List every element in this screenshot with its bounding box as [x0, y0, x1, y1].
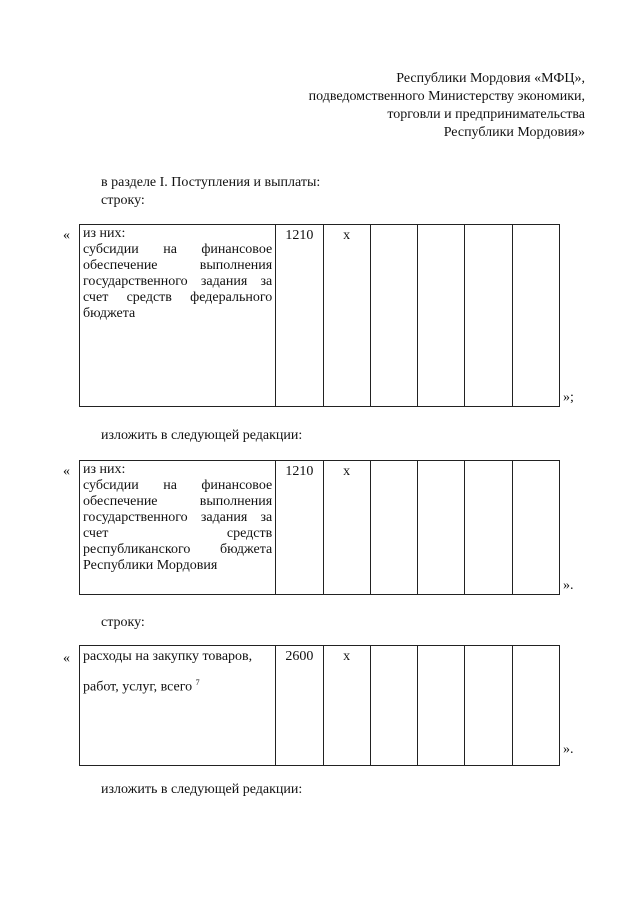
table-1-description [80, 225, 276, 407]
desc-line: расходы на закупку товаров, [83, 649, 253, 664]
table-cell [465, 646, 512, 766]
desc-line: обеспечение выполнения [83, 258, 273, 273]
table-1-x: х [323, 225, 370, 407]
close-quote-1: »; [563, 390, 574, 405]
table-1-code: 1210 [276, 225, 323, 407]
table-row [80, 225, 560, 407]
desc-line: бюджета [83, 306, 136, 321]
table-cell [465, 225, 512, 407]
table-2-description [80, 461, 276, 595]
desc-line-text: работ, услуг, всего [83, 679, 193, 695]
izlozhit-label-2: изложить в следующей редакции: [101, 782, 303, 797]
desc-line: республиканского бюджета [83, 542, 273, 557]
table-cell [370, 646, 417, 766]
desc-line: субсидии на финансовое [83, 478, 273, 493]
header-line-4: Республики Мордовия» [443, 125, 585, 140]
desc-line: из них: [83, 226, 126, 241]
section-intro: в разделе I. Поступления и выплаты: [101, 175, 321, 190]
stroku-label-2: строку: [101, 615, 145, 630]
table-cell [370, 225, 417, 407]
header-line-2: подведомственного Министерству экономики, [308, 89, 585, 104]
stroku-label-1: строку: [101, 193, 145, 208]
desc-line: государственного задания за [83, 274, 273, 289]
desc-line: счет средств федерального [83, 290, 273, 305]
table-1 [79, 224, 560, 407]
table-cell [370, 461, 417, 595]
close-quote-3: ». [563, 742, 574, 757]
table-cell [418, 646, 465, 766]
header-line-3: торговли и предпринимательства [387, 107, 585, 122]
footnote-marker: 7 [195, 678, 200, 687]
open-quote-2: « [63, 464, 70, 479]
header-line-1: Республики Мордовия «МФЦ», [396, 71, 585, 86]
table-3-x: х [323, 646, 370, 766]
table-cell [512, 646, 559, 766]
table-row [80, 461, 560, 595]
desc-line: Республики Мордовия [83, 558, 218, 573]
table-3 [79, 645, 560, 766]
open-quote-1: « [63, 228, 70, 243]
open-quote-3: « [63, 651, 70, 666]
table-3-description [80, 646, 276, 766]
table-cell [418, 225, 465, 407]
desc-line: государственного задания за [83, 510, 273, 525]
table-cell [465, 461, 512, 595]
desc-line: обеспечение выполнения [83, 494, 273, 509]
desc-line: субсидии на финансовое [83, 242, 273, 257]
table-2-x: х [323, 461, 370, 595]
desc-line [83, 675, 272, 696]
close-quote-2: ». [563, 578, 574, 593]
table-cell [512, 225, 559, 407]
table-row [80, 646, 560, 766]
header-block [309, 70, 585, 142]
table-cell [512, 461, 559, 595]
table-cell [418, 461, 465, 595]
izlozhit-label-1: изложить в следующей редакции: [101, 428, 303, 443]
table-3-code: 2600 [276, 646, 323, 766]
table-2-code: 1210 [276, 461, 323, 595]
desc-line: из них: [83, 462, 126, 477]
table-2 [79, 460, 560, 595]
desc-line: счет средств [83, 526, 273, 541]
